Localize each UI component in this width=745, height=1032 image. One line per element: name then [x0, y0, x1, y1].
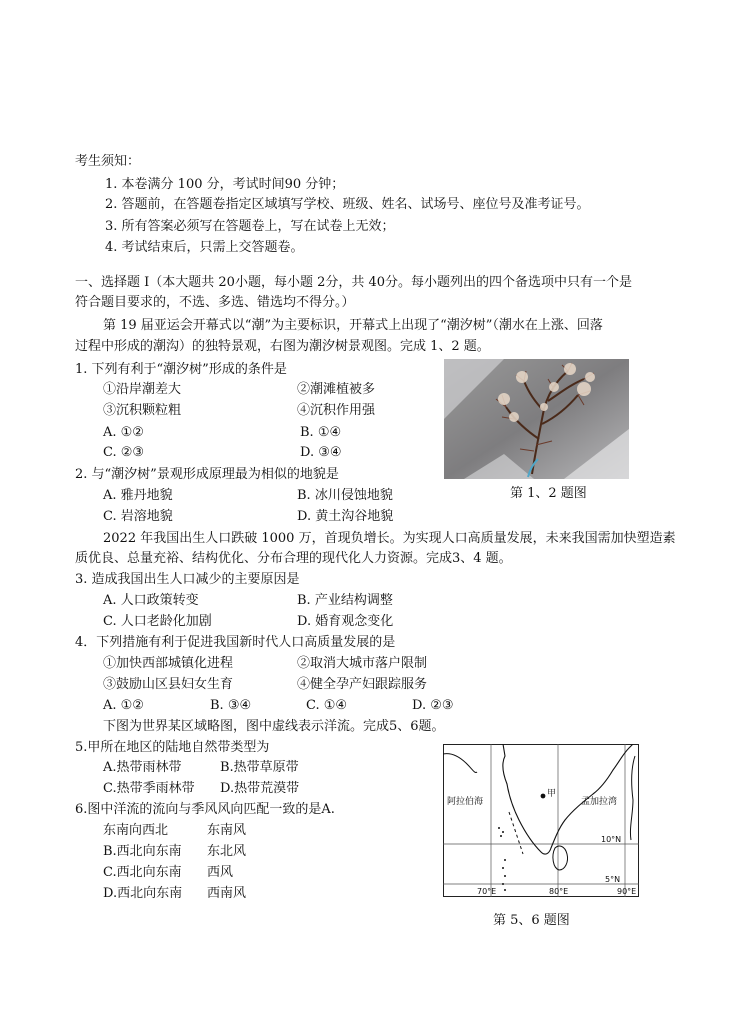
choice-d: D. 黄土沟谷地貌 [297, 509, 394, 524]
label-lat-5n: 5°N [605, 875, 621, 884]
notice-title: 考生须知： [75, 154, 141, 169]
figure-caption: 第 5、6 题图 [493, 913, 570, 928]
choice-d-flow: D.西北向东南 [103, 886, 183, 901]
notice-item: 2. 答题前，在答题卷指定区域填写学校、班级、姓名、试场号、座位号及准考证号。 [105, 197, 590, 212]
choice-c: C. 岩溶地貌 [103, 509, 173, 524]
choice-d: D. 婚育观念变化 [297, 614, 394, 629]
figure-caption: 第 1、2 题图 [510, 486, 587, 501]
choice-c: C. ②③ [103, 445, 145, 460]
option-item: ④沉积作用强 [297, 403, 376, 418]
choice-a: A.热带雨林带 [103, 760, 182, 775]
label-lon-80e: 80°E [549, 887, 569, 896]
option-item: ③沉积颗粒粗 [103, 403, 182, 418]
question-stem: 2. 与“潮汐树”景观形成原理最为相似的地貌是 [75, 467, 339, 482]
option-item: ④健全孕产妇跟踪服务 [297, 677, 428, 692]
passage-text: 第 19 届亚运会开幕式以“潮”为主要标识，开幕式上出现了“潮汐树”（潮水在上涨、回落 [103, 318, 603, 333]
choice-a: A. 人口政策转变 [103, 593, 199, 608]
question-stem: 3. 造成我国出生人口减少的主要原因是 [75, 572, 300, 587]
passage-text: 2022 年我国出生人口跌破 1000 万，首现负增长。为实现人口高质量发展，未来我国需加快塑造素 [103, 531, 676, 546]
choice-a-flow: 东南向西北 [103, 823, 169, 838]
section-heading: 一、选择题 Ⅰ（本大题共 20小题，每小题 2分，共 40分。每小题列出的四个备选项中只有一个是 [75, 275, 633, 290]
question-stem: 1. 下列有利于“潮汐树”形成的条件是 [75, 362, 287, 377]
passage-text: 质优良、总量充裕、结构优化、分布合理的现代化人力资源。完成3、4 题。 [75, 551, 512, 566]
option-item: ①加快西部城镇化进程 [103, 656, 234, 671]
notice-item: 1. 本卷满分 100 分，考试时间90 分钟； [105, 177, 345, 192]
label-bay-of-bengal: 孟加拉湾 [581, 797, 618, 807]
choice-c: C. 人口老龄化加剧 [103, 614, 212, 629]
choice-c-flow: C.西北向东南 [103, 865, 182, 880]
question-stem: 4．下列措施有利于促进我国新时代人口高质量发展的是 [75, 635, 396, 650]
option-item: ①沿岸潮差大 [103, 382, 182, 397]
label-lon-90e: 90°E [617, 887, 637, 896]
choice-a: A. ①② [103, 698, 144, 713]
choice-c-wind: 西风 [207, 865, 234, 880]
notice-item: 4. 考试结束后，只需上交答题卷。 [105, 240, 304, 255]
region-map [443, 744, 639, 897]
option-item: ③鼓励山区县妇女生育 [103, 677, 234, 692]
choice-b-wind: 东北风 [207, 844, 247, 859]
question-stem: 5.甲所在地区的陆地自然带类型为 [75, 740, 270, 755]
choice-c: C.热带季雨林带 [103, 781, 195, 796]
label-jia: 甲 [547, 789, 557, 799]
question-stem: 6.图中洋流的流向与季风风向匹配一致的是A. [75, 802, 335, 817]
choice-b: B. 冰川侵蚀地貌 [297, 488, 393, 503]
choice-b: B. 产业结构调整 [297, 593, 393, 608]
label-lat-10n: 10°N [601, 835, 622, 844]
tidal-tree-photo [444, 359, 629, 479]
choice-d: D.热带荒漠带 [220, 781, 300, 796]
choice-d: D. ②③ [412, 698, 454, 713]
label-lon-70e: 70°E [477, 887, 497, 896]
choice-b: B.热带草原带 [220, 760, 299, 775]
option-item: ②潮滩植被多 [297, 382, 376, 397]
passage-text: 下图为世界某区域略图，图中虚线表示洋流。完成5、6题。 [103, 719, 445, 734]
notice-item: 3. 所有答案必须写在答题卷上，写在试卷上无效； [105, 219, 395, 234]
choice-a: A. ①② [103, 425, 144, 440]
label-arabian-sea: 阿拉伯海 [447, 797, 484, 807]
section-heading-cont: 符合题目要求的，不选、多选、错选均不得分。） [75, 295, 355, 310]
choice-b: B. ③④ [210, 698, 252, 713]
choice-b-flow: B.西北向东南 [103, 844, 182, 859]
choice-a-wind: 东南风 [207, 823, 247, 838]
choice-b: B. ①④ [300, 425, 342, 440]
choice-c: C. ①④ [306, 698, 348, 713]
choice-d-wind: 西南风 [207, 886, 247, 901]
option-item: ②取消大城市落户限制 [297, 656, 428, 671]
passage-text: 过程中形成的潮沟）的独特景观，右图为潮汐树景观图。完成 1、2 题。 [75, 339, 490, 354]
choice-d: D. ③④ [300, 445, 342, 460]
choice-a: A. 雅丹地貌 [103, 488, 173, 503]
